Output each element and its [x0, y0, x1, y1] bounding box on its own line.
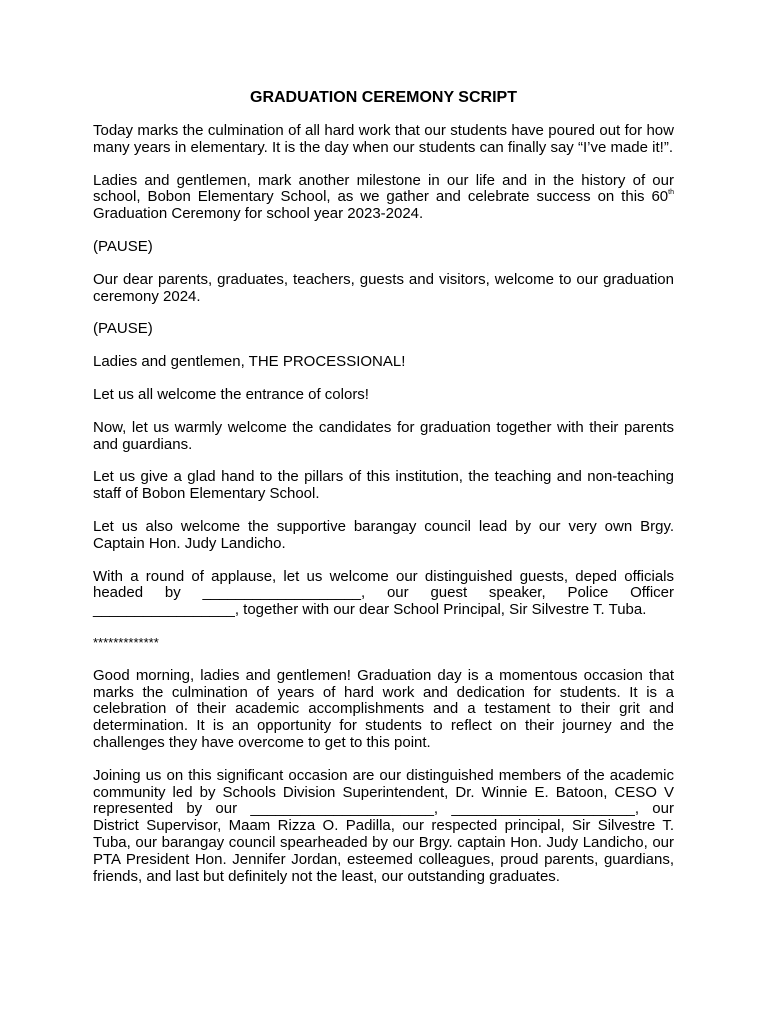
paragraph-barangay: Let us also welcome the supportive barangay council lead by our very own Brgy. Captain Hon. Judy Landicho. — [93, 517, 674, 552]
paragraph-milestone — [93, 173, 674, 223]
paragraph-candidates: Now, let us warmly welcome the candidates for graduation together with their parents and guardians. — [93, 418, 674, 453]
paragraph-joining: Joining us on this significant occasion are our distinguished members of the academic community led by Schools Division Superintendent, Dr. Winnie E. Batoon, CESO V represented by our ______________________, ______________________, our District Supervisor, Maam Rizza O. Padilla, our respected principal, Sir Silvestre T. Tuba, our barangay council spearheaded by our Brgy. captain Hon. Judy Landicho, our PTA President Hon. Jennifer Jordan, esteemed colleagues, proud parents, guardians, friends, and last but definitely not the least, our outstanding graduates. — [93, 766, 674, 885]
document-page — [93, 88, 674, 901]
paragraph-pillars: Let us give a glad hand to the pillars of this institution, the teaching and non-teaching staff of Bobon Elementary School. — [93, 468, 674, 503]
paragraph-good-morning: Good morning, ladies and gentlemen! Graduation day is a momentous occasion that marks the culmination of years of hard work and dedication for students. It is a celebration of their academic accomplishments and a testament to their grit and determination. It is an opportunity for students to reflect on their journey and the challenges they have overcome to get to this point. — [93, 666, 674, 751]
ordinal-superscript: th — [668, 189, 674, 197]
paragraph-guests: With a round of applause, let us welcome our distinguished guests, deped officials headed by ___________________, our guest speaker, Police Officer _________________, together with our dear School Principal, Sir Silvestre T. Tuba. — [93, 567, 674, 619]
paragraph-processional: Ladies and gentlemen, THE PROCESSIONAL! — [93, 353, 406, 371]
section-separator: ************* — [93, 634, 159, 650]
paragraph-milestone-text-a: Ladies and gentlemen, mark another milestone in our life and in the history of our school, Bobon Elementary School, as we gather and celebrate success on this 60 — [93, 171, 674, 206]
paragraph-welcome: Our dear parents, graduates, teachers, guests and visitors, welcome to our graduation ceremony 2024. — [93, 270, 674, 305]
paragraph-milestone-text-b: Graduation Ceremony for school year 2023-2024. — [93, 205, 424, 223]
pause-note-2: (PAUSE) — [93, 320, 153, 338]
paragraph-colors: Let us all welcome the entrance of colors! — [93, 385, 369, 403]
paragraph-intro: Today marks the culmination of all hard work that our students have poured out for how many years in elementary. It is the day when our students can finally say “I’ve made it!”. — [93, 122, 674, 156]
pause-note-1: (PAUSE) — [93, 237, 153, 255]
document-title: GRADUATION CEREMONY SCRIPT — [250, 89, 517, 106]
